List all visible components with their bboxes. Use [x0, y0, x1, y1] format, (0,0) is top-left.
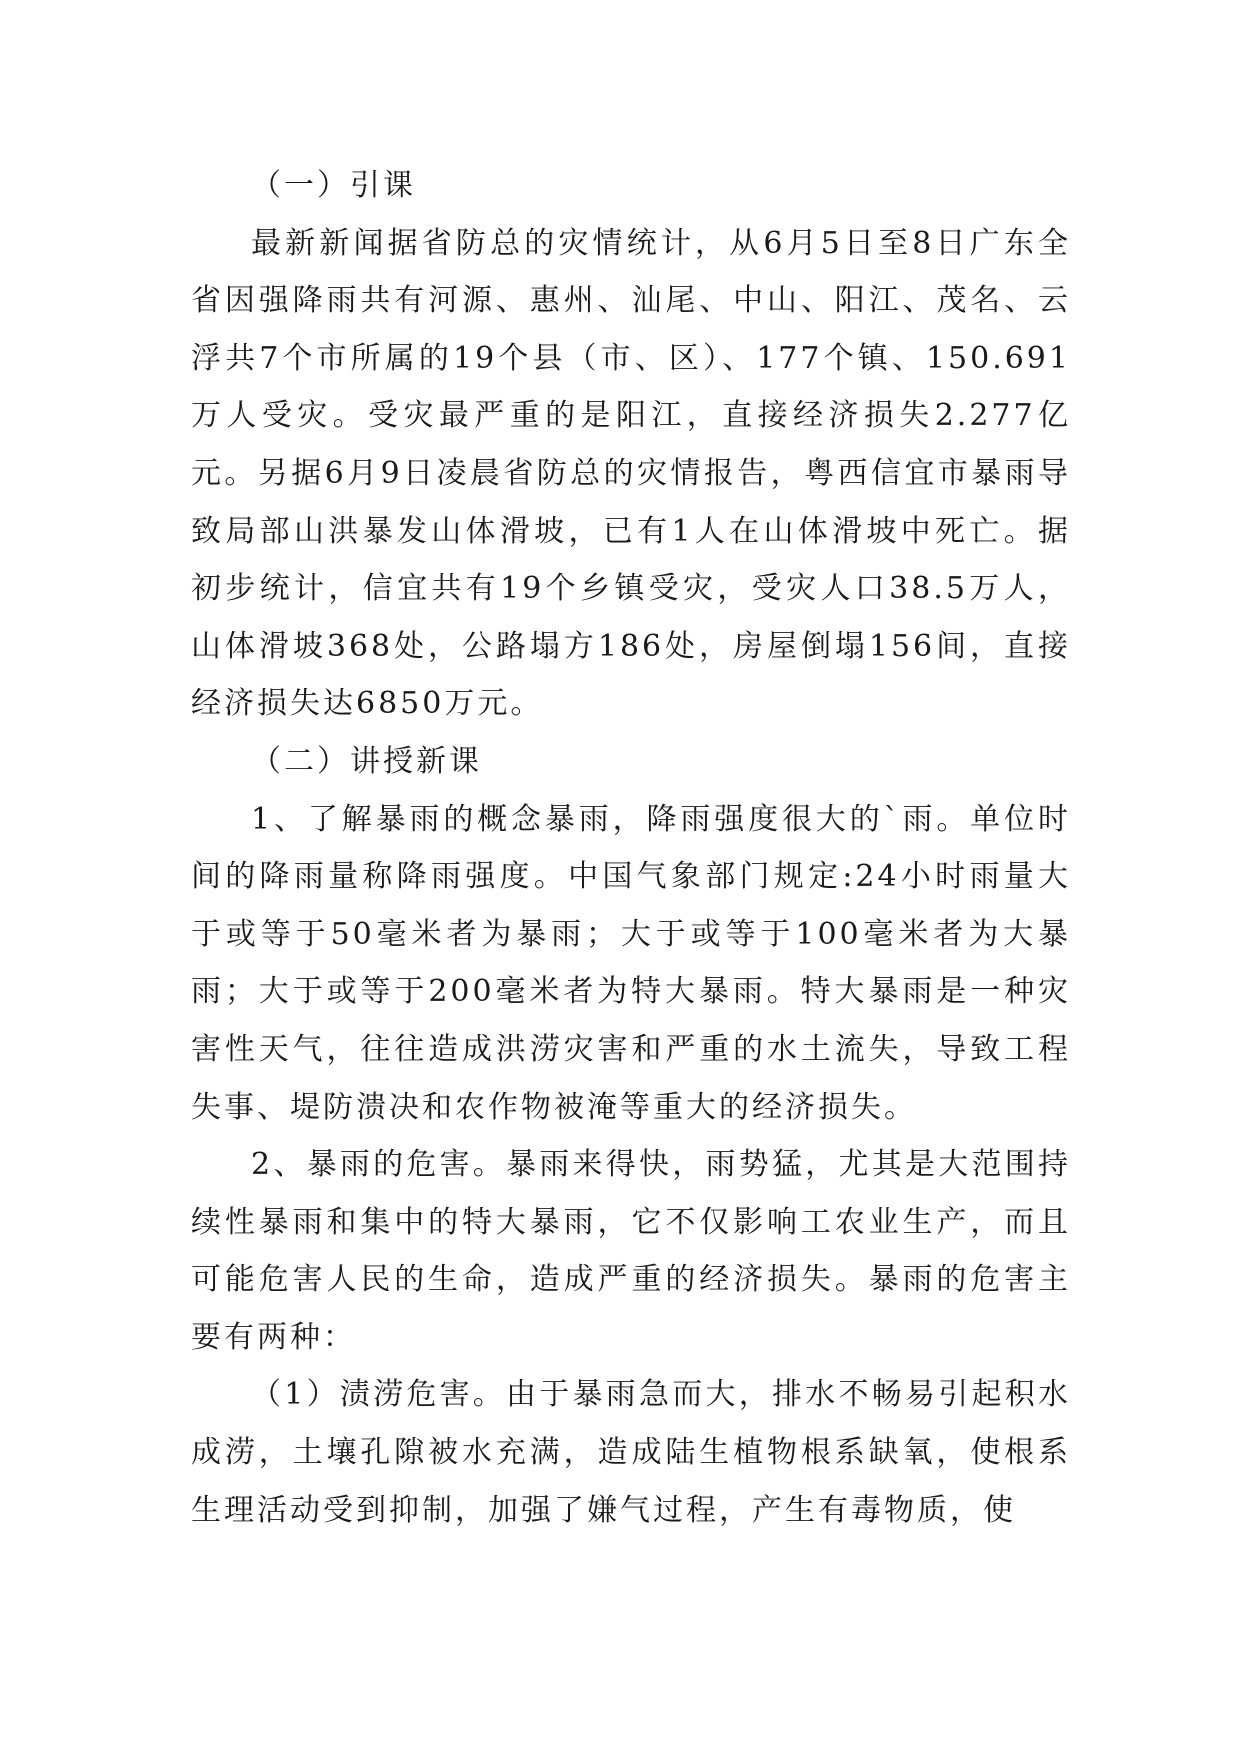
document-body — [191, 157, 1071, 1539]
paragraph-rainstorm-concept: 1、了解暴雨的概念暴雨，降雨强度很大的`雨。单位时间的降雨量称降雨强度。中国气象部门规定:24小时雨量大于或等于50毫米者为暴雨；大于或等于100毫米者为大暴雨；大于或等于200毫米者为特大暴雨。特大暴雨是一种灾害性天气，往往造成洪涝灾害和严重的水土流失，导致工程失事、堤防溃决和农作物被淹等重大的经济损失。 — [191, 801, 1071, 1125]
section-heading-intro: （一）引课 — [251, 168, 416, 203]
section-heading-new-lesson: （二）讲授新课 — [251, 743, 482, 779]
paragraph-waterlogging-hazard: （1）渍涝危害。由于暴雨急而大，排水不畅易引起积水成涝，土壤孔隙被水充满，造成陆生植物根系缺氧，使根系生理活动受到抑制，加强了嫌气过程，产生有毒物质，使 — [191, 1377, 1071, 1528]
paragraph-rainstorm-hazards: 2、暴雨的危害。暴雨来得快，雨势猛，尤其是大范围持续性暴雨和集中的特大暴雨，它不仅影响工农业生产，而且可能危害人民的生命，造成严重的经济损失。暴雨的危害主要有两种： — [191, 1147, 1071, 1355]
paragraph-disaster-statistics: 最新新闻据省防总的灾情统计，从6月5日至8日广东全省因强降雨共有河源、惠州、汕尾、中山、阳江、茂名、云浮共7个市所属的19个县（市、区）、177个镇、150.691万人受灾。受灾最严重的是阳江，直接经济损失2.277亿元。另据6月9日凌晨省防总的灾情报告，粤西信宜市暴雨导致局部山洪暴发山体滑坡，已有1人在山体滑坡中死亡。据初步统计，信宜共有19个乡镇受灾，受灾人口38.5万人，山体滑坡368处，公路塌方186处，房屋倒塌156间，直接经济损失达6850万元。 — [191, 225, 1071, 722]
